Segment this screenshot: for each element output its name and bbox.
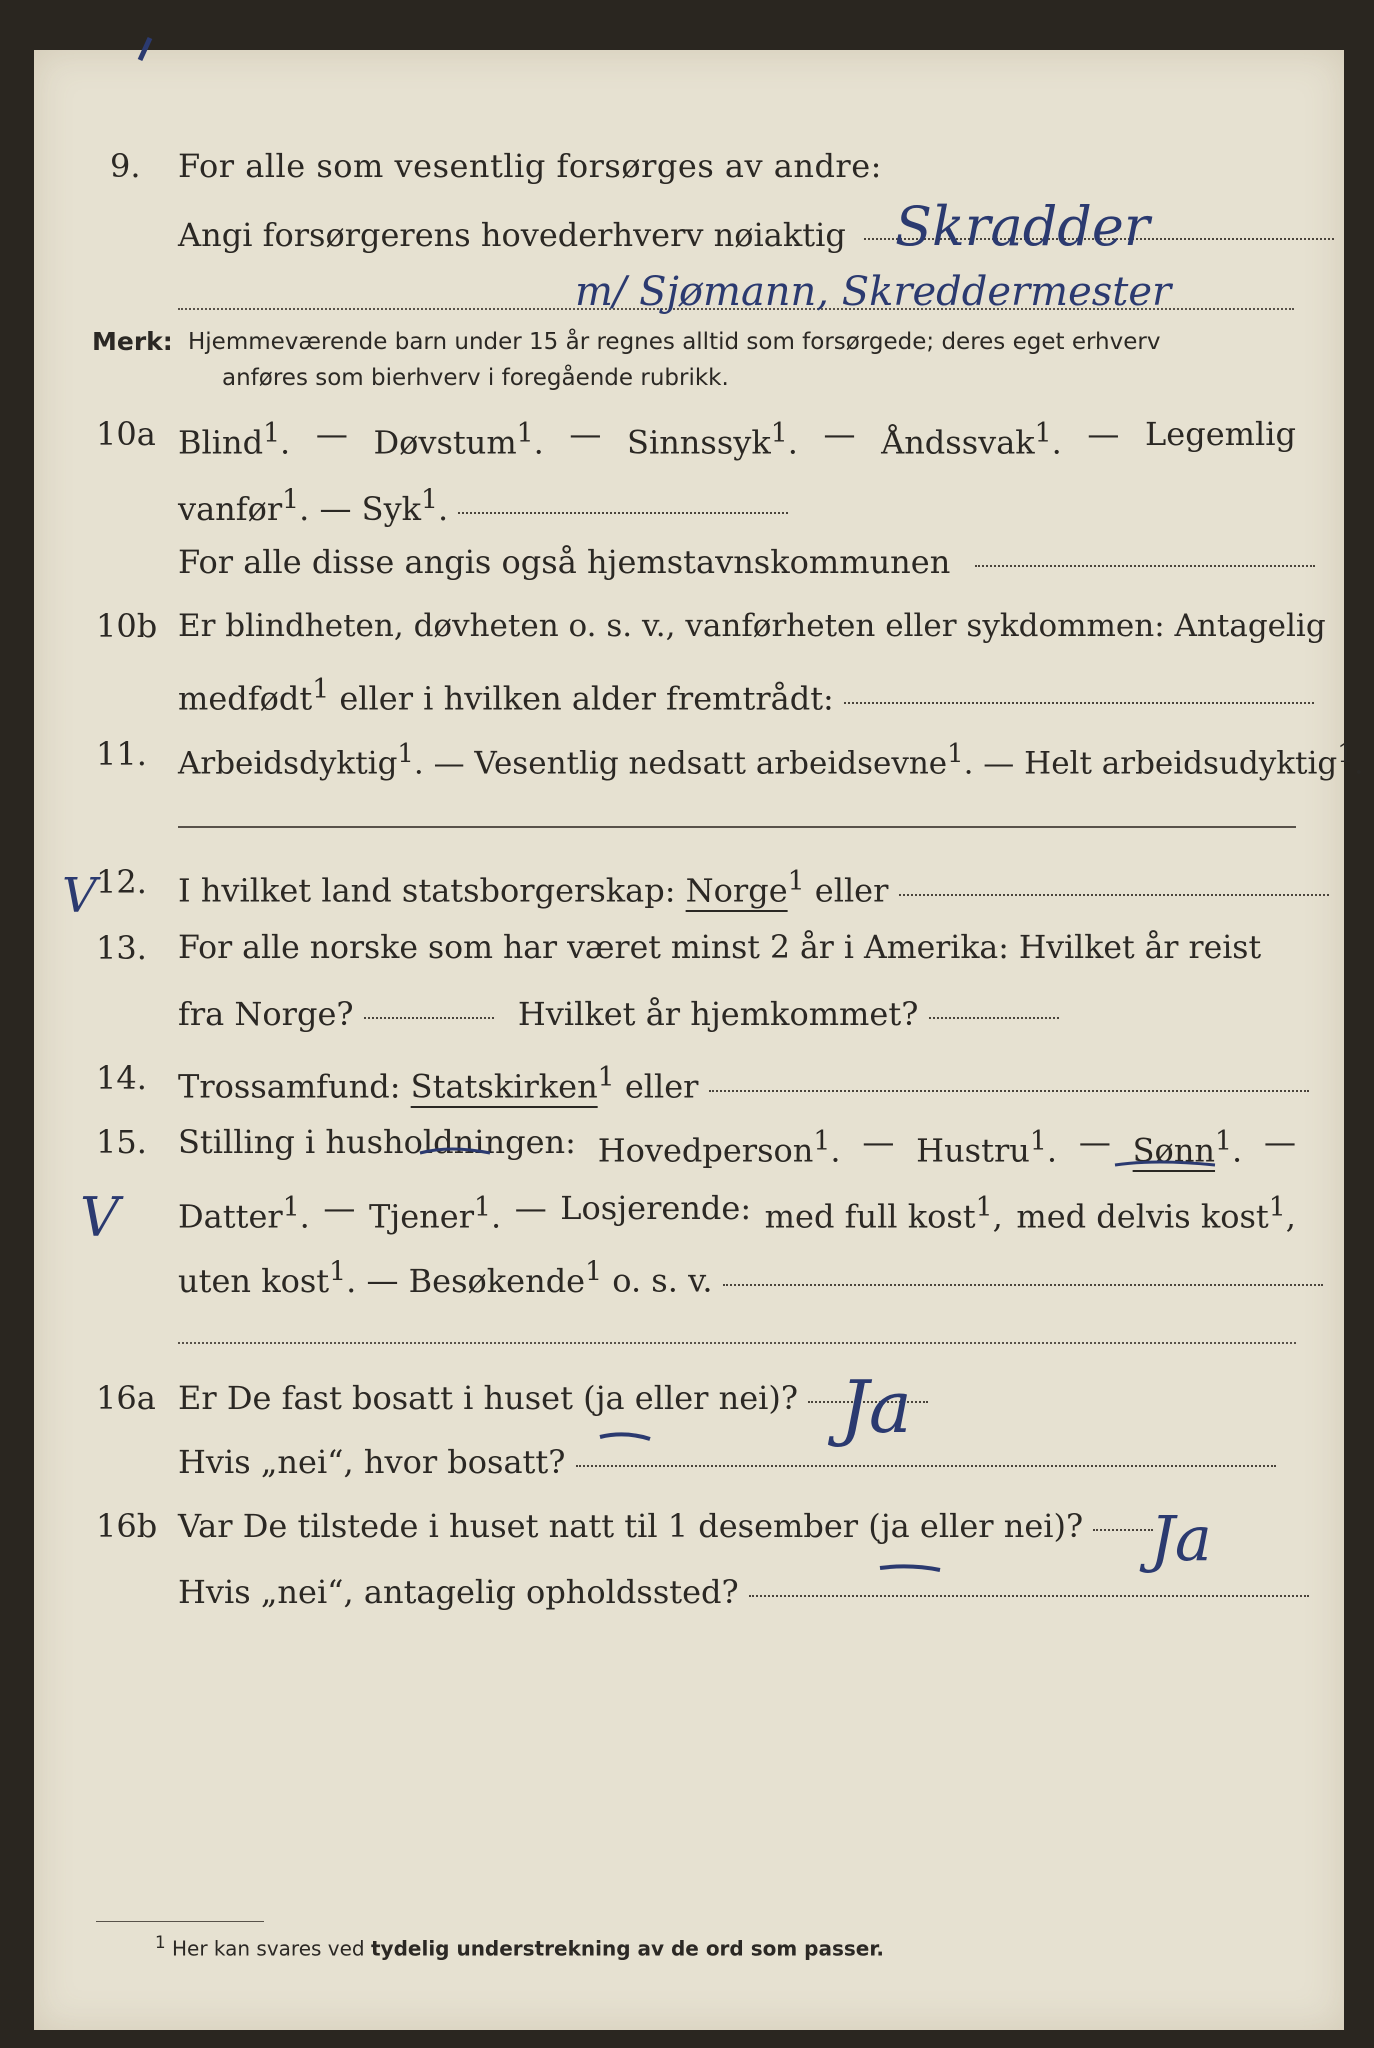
question-16b-line-2 bbox=[0, 1572, 1374, 1632]
question-text: Er blindheten, døvheten o. s. v., vanførheten eller sykdommen: Antagelig bbox=[178, 608, 1326, 644]
whereabouts-label: Hvis „nei“, antagelig opholdssted? bbox=[178, 1573, 739, 1611]
footnote-text: Her kan svares ved bbox=[171, 1936, 365, 1961]
option-sinnssyk: Sinnssyk$^1$. bbox=[627, 418, 798, 462]
household-role-label: Stilling i husholdningen: bbox=[178, 1123, 576, 1161]
handwritten-answer-ja: Ja bbox=[840, 1365, 912, 1449]
question-text: I hvilket land statsborgerskap: Norge$^1$ eller bbox=[178, 862, 1334, 911]
question-10b-line-2 bbox=[0, 670, 1374, 730]
separator: — bbox=[315, 415, 348, 453]
question-10a-line-2 bbox=[0, 480, 1374, 540]
question-15-line-2 bbox=[0, 1188, 1374, 1248]
home-municipality-label: For alle disse angis også hjemstavnskommunen bbox=[178, 543, 951, 581]
question-text: medfødt$^1$ eller i hvilken alder fremtrådt: bbox=[178, 670, 1334, 719]
option-arbeidsudyktig: . — Helt arbeidsudyktig bbox=[963, 745, 1338, 782]
answer-line bbox=[1093, 1529, 1153, 1531]
separator: — bbox=[1087, 415, 1120, 453]
present-question: Var De tilstede i huset natt til 1 desember (ja eller nei)? bbox=[178, 1507, 1084, 1545]
option-losjerende: Losjerende: bbox=[560, 1189, 752, 1227]
option-hovedperson: Hovedperson$^1$. bbox=[597, 1126, 841, 1170]
question-15 bbox=[0, 1122, 1374, 1182]
question-text bbox=[178, 1506, 1334, 1546]
question-number: 11. bbox=[96, 735, 147, 773]
question-number: 16b bbox=[96, 1507, 158, 1545]
option-nedsatt-arbeidsevne: . — Vesentlig nedsatt arbeidsevne bbox=[413, 745, 948, 782]
question-number: 15. bbox=[96, 1123, 147, 1161]
household-role-options: uten kost$^1$. — Besøkende$^1$ o. s. v. bbox=[178, 1252, 1334, 1301]
answer-line bbox=[458, 512, 788, 514]
question-12 bbox=[0, 862, 1374, 922]
condition-options bbox=[178, 480, 1334, 529]
footnote bbox=[155, 1928, 884, 1964]
option-norge: Norge bbox=[685, 871, 788, 910]
option-sonn: Sønn$^1$. bbox=[1132, 1126, 1243, 1170]
separator: — bbox=[319, 489, 352, 528]
option-arbeidsdyktig: Arbeidsdyktig bbox=[178, 745, 398, 782]
footnote-rule bbox=[96, 1921, 264, 1922]
option-syk: Syk$^1$. bbox=[361, 484, 449, 528]
year-returned-label: Hvilket år hjemkommet? bbox=[517, 995, 919, 1033]
answer-line bbox=[723, 1284, 1323, 1286]
answer-line bbox=[864, 238, 1334, 240]
handwritten-answer-occupation: Skradder bbox=[895, 195, 1150, 258]
answer-line bbox=[899, 894, 1329, 896]
footnote-text-bold: tydelig understrekning av de ord som passer. bbox=[370, 1936, 884, 1961]
note-label: Merk: bbox=[92, 327, 173, 356]
question-13 bbox=[0, 928, 1374, 988]
answer-line bbox=[844, 702, 1314, 704]
option-vanfor: vanfør$^1$. bbox=[178, 484, 310, 528]
option-eller: eller bbox=[814, 871, 889, 910]
option-hustru: Hustru$^1$. bbox=[916, 1126, 1057, 1170]
option-tjener: Tjener$^1$. bbox=[368, 1192, 502, 1236]
option-uten-kost: uten kost$^1$. bbox=[178, 1256, 357, 1300]
question-text bbox=[178, 1442, 1334, 1482]
question-text: For alle norske som har været minst 2 år i Amerika: Hvilket år reist bbox=[178, 930, 1262, 966]
religion-label: Trossamfund: bbox=[178, 1067, 401, 1106]
question-14 bbox=[0, 1058, 1374, 1118]
separator: — bbox=[823, 415, 856, 453]
resident-question: Er De fast bosatt i huset (ja eller nei)? bbox=[178, 1379, 799, 1417]
question-number: 13. bbox=[96, 929, 147, 967]
option-blind: Blind$^1$. bbox=[178, 418, 291, 462]
note-text: anføres som bierhverv i foregående rubrikk. bbox=[222, 365, 729, 391]
note-merk-line-2 bbox=[0, 360, 1374, 420]
answer-line bbox=[808, 1401, 928, 1403]
option-eller: eller bbox=[624, 1067, 699, 1106]
household-role-options: Stilling i husholdningen: Hovedperson$^1$. — Hustru$^1$. — Sønn$^1$. — bbox=[178, 1123, 1296, 1170]
question-10a bbox=[0, 414, 1374, 474]
question-9-line-2 bbox=[0, 215, 1374, 275]
answer-line bbox=[709, 1090, 1309, 1092]
question-text bbox=[178, 215, 1334, 255]
question-number: 10b bbox=[96, 607, 158, 645]
answer-line bbox=[749, 1595, 1309, 1597]
provider-occupation-label: Angi forsørgerens hovederhverv nøiaktig bbox=[178, 216, 846, 254]
question-number: 14. bbox=[96, 1059, 147, 1097]
handwritten-check-mark: V bbox=[80, 1186, 119, 1249]
option-besokende: Besøkende$^1$ bbox=[408, 1256, 603, 1300]
work-capacity-options: Arbeidsdyktig$^1$. — Vesentlig nedsatt arbeidsevne$^1$. — Helt arbeidsudyktig$^1$. bbox=[178, 739, 1364, 782]
answer-line bbox=[929, 1017, 1059, 1019]
answer-line bbox=[178, 308, 1294, 310]
question-text bbox=[178, 1572, 1334, 1612]
option-statskirken: Statskirken bbox=[410, 1067, 598, 1106]
question-13-line-2 bbox=[0, 994, 1374, 1054]
note-text: Hjemmeværende barn under 15 år regnes alltid som forsørgede; deres eget erhverv bbox=[188, 329, 1161, 355]
onset-age-label: eller i hvilken alder fremtrådt: bbox=[339, 679, 834, 718]
option-datter: Datter$^1$. bbox=[178, 1192, 310, 1236]
question-16b bbox=[0, 1506, 1374, 1566]
handwritten-answer-occupation-2: m/ Sjømann, Skreddermester bbox=[575, 269, 1172, 315]
answer-line bbox=[178, 1342, 1296, 1344]
question-16a-line-2 bbox=[0, 1442, 1374, 1502]
option-legemlig: Legemlig bbox=[1145, 415, 1296, 453]
residence-label: Hvis „nei“, hvor bosatt? bbox=[178, 1443, 566, 1481]
question-text: For alle som vesentlig forsørges av andre: bbox=[178, 147, 882, 185]
answer-line bbox=[576, 1465, 1276, 1467]
handwritten-check-mark: V bbox=[62, 868, 97, 924]
year-left-label: fra Norge? bbox=[178, 995, 354, 1033]
question-text bbox=[178, 1378, 1334, 1418]
question-15-line-3 bbox=[0, 1252, 1374, 1312]
question-9 bbox=[0, 146, 1374, 206]
question-10b bbox=[0, 606, 1374, 666]
question-16a bbox=[0, 1378, 1374, 1438]
question-text bbox=[178, 542, 1334, 582]
handwritten-answer-ja: Ja bbox=[1150, 1502, 1212, 1575]
option-andssvak: Åndssvak$^1$. bbox=[881, 418, 1062, 462]
answer-line bbox=[178, 826, 1296, 828]
citizenship-label: I hvilket land statsborgerskap: bbox=[178, 871, 676, 910]
question-number: 10a bbox=[96, 415, 156, 453]
separator: — bbox=[569, 415, 602, 453]
question-10a-line-3 bbox=[0, 542, 1374, 602]
question-text: Trossamfund: Statskirken$^1$ eller bbox=[178, 1058, 1334, 1107]
question-text bbox=[178, 994, 1334, 1034]
option-dovstum: Døvstum$^1$. bbox=[373, 418, 544, 462]
option-medfodt: medfødt bbox=[178, 679, 313, 718]
answer-line bbox=[364, 1017, 494, 1019]
question-number: 12. bbox=[96, 863, 147, 901]
household-role-options: Datter$^1$. — Tjener$^1$. — Losjerende: med full kost$^1$, med delvis kost$^1$, bbox=[178, 1189, 1296, 1236]
option-full-kost: med full kost$^1$, bbox=[764, 1192, 1003, 1236]
question-number: 9. bbox=[110, 147, 141, 185]
answer-line bbox=[975, 565, 1315, 567]
question-number: 16a bbox=[96, 1379, 156, 1417]
question-11 bbox=[0, 734, 1374, 794]
footnote-marker: 1 bbox=[155, 1933, 166, 1952]
option-delvis-kost: med delvis kost$^1$, bbox=[1016, 1192, 1296, 1236]
condition-options bbox=[178, 414, 1296, 463]
